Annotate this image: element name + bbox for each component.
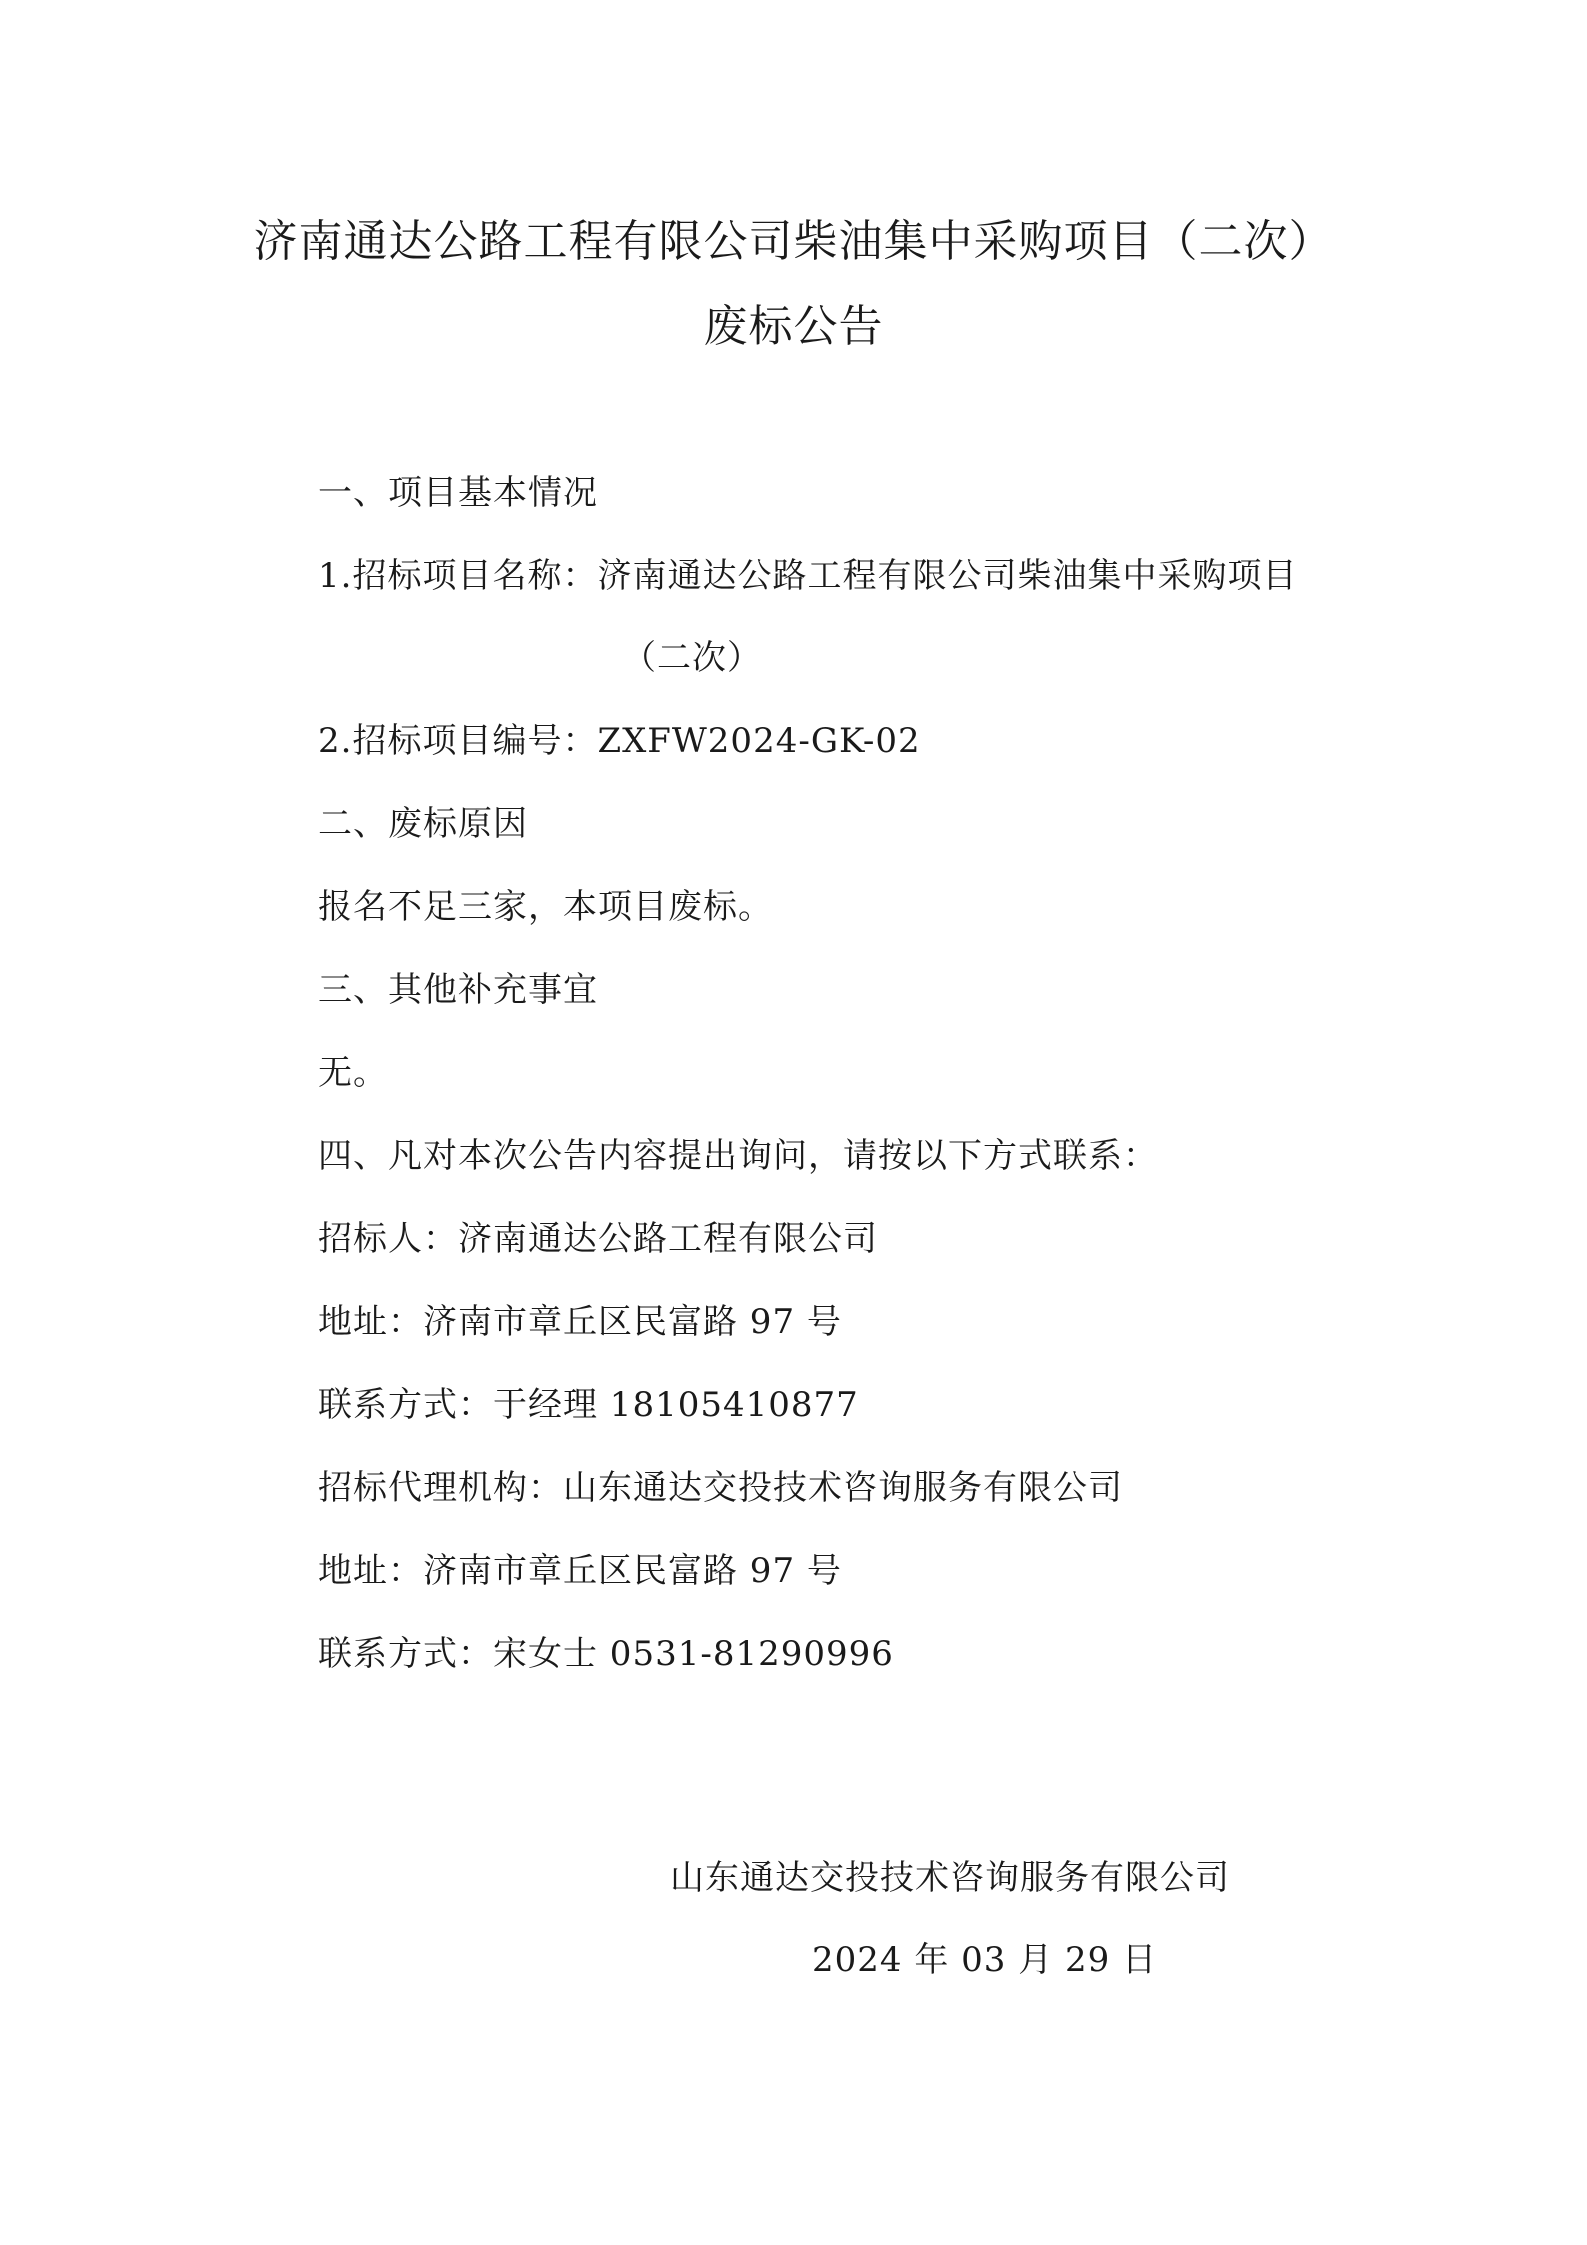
agency-line: 招标代理机构：山东通达交投技术咨询服务有限公司: [318, 1468, 1123, 1508]
document-title-line-2: 废标公告: [703, 301, 884, 352]
section-2-body: 报名不足三家，本项目废标。: [318, 887, 773, 927]
document-title-line-1: 济南通达公路工程有限公司柴油集中采购项目（二次）: [253, 216, 1334, 267]
project-name-line: 1.招标项目名称：济南通达公路工程有限公司柴油集中采购项目: [318, 556, 1298, 596]
tenderer-address-line: 地址：济南市章丘区民富路 97 号: [318, 1302, 842, 1342]
project-number-line: 2.招标项目编号：ZXFW2024-GK-02: [318, 721, 921, 761]
agency-contact-line: 联系方式：宋女士 0531-81290996: [318, 1634, 894, 1674]
section-1-heading: 一、项目基本情况: [318, 473, 598, 513]
signature-date: 2024 年 03 月 29 日: [812, 1940, 1158, 1980]
project-name-continuation: （二次）: [622, 638, 762, 678]
tenderer-contact-line: 联系方式：于经理 18105410877: [318, 1385, 859, 1425]
section-3-body: 无。: [318, 1053, 388, 1093]
tenderer-line: 招标人：济南通达公路工程有限公司: [318, 1219, 878, 1259]
section-2-heading: 二、废标原因: [318, 804, 528, 844]
signature-organization: 山东通达交投技术咨询服务有限公司: [670, 1858, 1230, 1898]
section-4-heading: 四、凡对本次公告内容提出询问，请按以下方式联系：: [318, 1136, 1158, 1176]
section-3-heading: 三、其他补充事宜: [318, 970, 598, 1010]
agency-address-line: 地址：济南市章丘区民富路 97 号: [318, 1551, 842, 1591]
